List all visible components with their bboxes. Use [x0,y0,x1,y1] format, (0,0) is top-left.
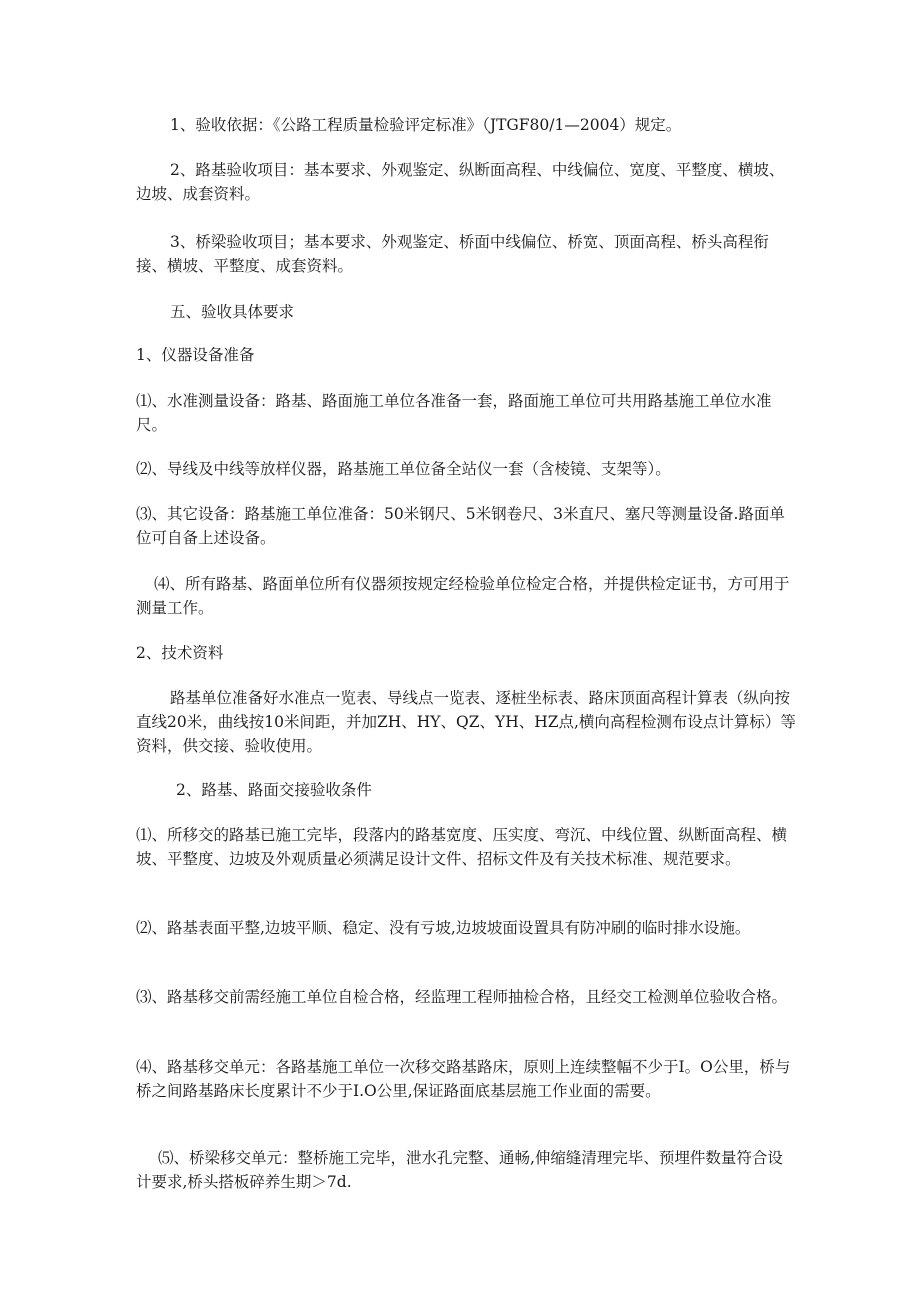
paragraph-other-equipment: ⑶、其它设备：路基施工单位准备：50米钢尺、5米钢卷尺、3米直尺、塞尺等测量设备.路面单位可自备上述设备。 [136,505,785,547]
paragraph-condition-1: ⑴、所移交的路基已施工完毕，段落内的路基宽度、压实度、弯沉、中线位置、纵断面高程、横坡、平整度、边坡及外观质量必须满足设计文件、招标文件及有关技术标准、规范要求。 [136,826,788,868]
paragraph-condition-4: ⑷、路基移交单元：各路基施工单位一次移交路基路床，原则上连续整幅不少于I。O公里，桥与桥之间路基路床长度累计不少于I.O公里,保证路面底基层施工作业面的需要。 [136,1058,791,1100]
paragraph-instrument-certification: ⑷、所有路基、路面单位所有仪器须按规定经检验单位检定合格，并提供检定证书，方可用于测量工作。 [136,575,790,617]
paragraph-condition-5: ⑸、桥梁移交单元：整桥施工完毕，泄水孔完整、通畅,伸缩缝清理完毕、预埋件数量符合设计要求,桥头搭板碎养生期＞7d. [136,1149,783,1191]
paragraph-bridge-items: 3、桥梁验收项目；基本要求、外观鉴定、桥面中线偏位、桥宽、顶面高程、桥头高程衔接、横坡、平整度、成套资料。 [136,233,769,275]
subheading-handover-conditions: 2、路基、路面交接验收条件 [176,781,372,799]
paragraph-staking-instruments: ⑵、导线及中线等放样仪器，路基施工单位备全站仪一套（含棱镜、支架等）。 [136,460,671,478]
section-heading-requirements: 五、验收具体要求 [170,303,295,321]
paragraph-technical-docs: 路基单位准备好水准点一览表、导线点一览表、逐桩坐标表、路床顶面高程计算表（纵向按直线20米，曲线按10米间距，并加ZH、HY、QZ、YH、HZ点,横向高程检测布设点计算标）等资料，供交接、验收使用。 [136,689,796,755]
subheading-technical-docs: 2、技术资料 [136,644,224,662]
paragraph-acceptance-basis: 1、验收依据：《公路工程质量检验评定标准》（JTGF80/1—2004）规定。 [170,116,682,134]
paragraph-condition-3: ⑶、路基移交前需经施工单位自检合格，经监理工程师抽检合格，且经交工检测单位验收合格。 [136,988,788,1006]
paragraph-condition-2: ⑵、路基表面平整,边坡平顺、稳定、没有亏坡,边坡坡面设置具有防冲刷的临时排水设施。 [136,919,751,937]
paragraph-level-equipment: ⑴、水准测量设备：路基、路面施工单位各准备一套，路面施工单位可共用路基施工单位水准尺。 [136,392,772,434]
paragraph-subgrade-items: 2、路基验收项目：基本要求、外观鉴定、纵断面高程、中线偏位、宽度、平整度、横坡、边坡、成套资料。 [136,161,785,203]
subheading-equipment: 1、仪器设备准备 [136,346,255,364]
